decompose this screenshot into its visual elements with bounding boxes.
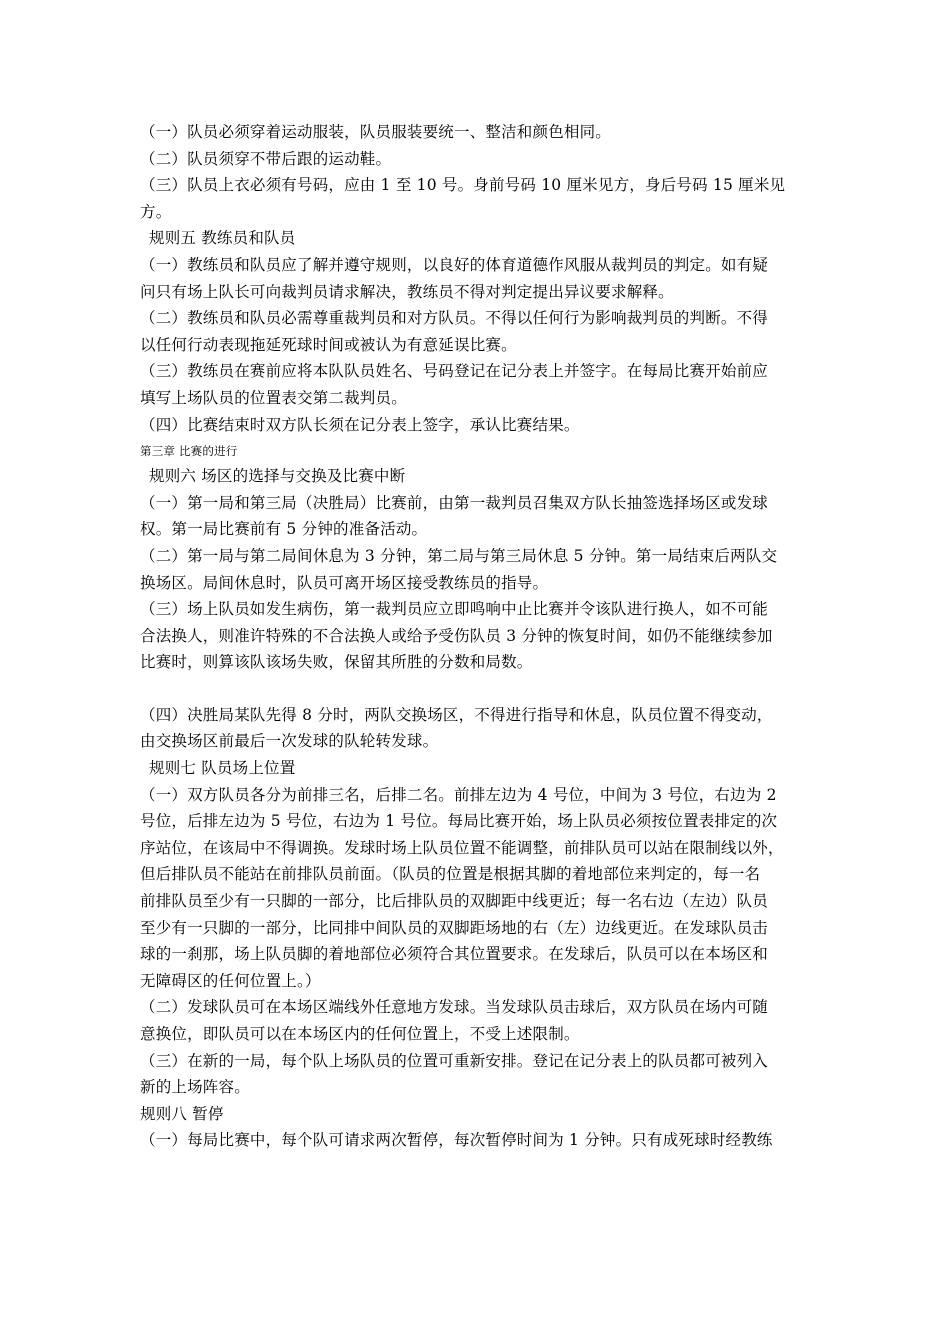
clause-text: 新的上场阵容。 [140,1078,250,1097]
clause-text: 由交换场区前最后一次发球的队轮转发球。 [140,732,439,751]
clause-text: （二）第一局与第二局间休息为 3 分钟，第二局与第三局休息 5 分钟。第一局结束后两队交 [140,546,778,565]
rule-heading: 规则七 队员场上位置 [149,759,296,778]
clause-text: 权。第一局比赛前有 5 分钟的准备活动。 [140,520,428,539]
clause-text: （三）队员上衣必须有号码，应由 1 至 10 号。身前号码 10 厘米见方，身后号码 15 厘米见 [140,176,786,195]
clause-text: （一）每局比赛中，每个队可请求两次暂停，每次暂停时间为 1 分钟。只有成死球时经教练 [140,1131,773,1150]
clause-text: 以任何行动表现拖延死球时间或被认为有意延误比赛。 [140,335,517,354]
clause-text: 意换位，即队员可以在本场区内的任何位置上，不受上述限制。 [140,1025,580,1043]
clause-text: 方。 [140,202,172,221]
clause-text: 号位，后排左边为 5 号位，右边为 1 号位。每局比赛开始，场上队员必须按位置表排定的次 [140,812,778,831]
clause-text: （四）比赛结束时双方队长须在记分表上签字，承认比赛结果。 [140,415,580,434]
clause-text: 无障碍区的任何位置上。） [140,971,321,990]
clause-text: 换场区。局间休息时，队员可离开场区接受教练员的指导。 [140,573,549,592]
document-body [140,119,812,1154]
clause-text: （三）教练员在赛前应将本队队员姓名、号码登记在记分表上并签字。在每局比赛开始前应 [140,362,769,381]
clause-text: （三）在新的一局，每个队上场队员的位置可重新安排。登记在记分表上的队员都可被列入 [140,1051,769,1070]
clause-text: 比赛时，则算该队该场失败，保留其所胜的分数和局数。 [140,653,533,672]
clause-text: （一）双方队员各分为前排三名，后排二名。前排左边为 4 号位，中间为 3 号位，右边为 2 [140,785,777,804]
clause-text: 序站位，在该局中不得调换。发球时场上队员位置不能调整，前排队员可以站在限制线以外， [140,838,784,857]
clause-text: 球的一刹那，场上队员脚的着地部位必须符合其位置要求。在发球后，队员可以在本场区和 [140,945,769,964]
clause-text: 至少有一只脚的一部分，比同排中间队员的双脚距场地的右（左）边线更近。在发球队员击 [140,918,769,937]
clause-text: 问只有场上队长可向裁判员请求解决，教练员不得对判定提出异议要求解释。 [140,282,674,301]
clause-text: （一）教练员和队员应了解并遵守规则，以良好的体育道德作风服从裁判员的判定。如有疑 [140,255,769,274]
clause-text: 前排队员至少有一只脚的一部分，比后排队员的双脚距中线更近；每一名右边（左边）队员 [140,892,769,911]
clause-text: （一）第一局和第三局（决胜局）比赛前，由第一裁判员召集双方队长抽签选择场区或发球 [140,493,769,512]
clause-text: （三）场上队员如发生病伤，第一裁判员应立即鸣响中止比赛并令该队进行换人，如不可能 [140,600,769,619]
clause-text: 合法换人，则准许特殊的不合法换人或给予受伤队员 3 分钟的恢复时间，如仍不能继续参加 [140,626,773,645]
clause-text: 填写上场队员的位置表交第二裁判员。 [140,388,407,407]
clause-text: （二）发球队员可在本场区端线外任意地方发球。当发球队员击球后，双方队员在场内可随 [140,998,769,1017]
clause-text: （二）队员须穿不带后跟的运动鞋。 [140,149,392,168]
clause-text: 但后排队员不能站在前排队员前面。（队员的位置是根据其脚的着地部位来判定的，每一名 [140,865,761,884]
clause-text: （一）队员必须穿着运动服装，队员服装要统一、整洁和颜色相同。 [140,123,612,141]
rule-heading: 规则六 场区的选择与交换及比赛中断 [149,467,406,486]
clause-text: （二）教练员和队员必需尊重裁判员和对方队员。不得以任何行为影响裁判员的判断。不得 [140,309,769,328]
chapter-heading: 第三章 比赛的进行 [140,444,238,459]
paragraph-gap [140,676,812,702]
clause-text: （四）决胜局某队先得 8 分时，两队交换场区，不得进行指导和休息，队员位置不得变动， [140,705,773,724]
rule-heading: 规则八 暂停 [140,1104,224,1123]
rule-heading: 规则五 教练员和队员 [149,229,296,248]
